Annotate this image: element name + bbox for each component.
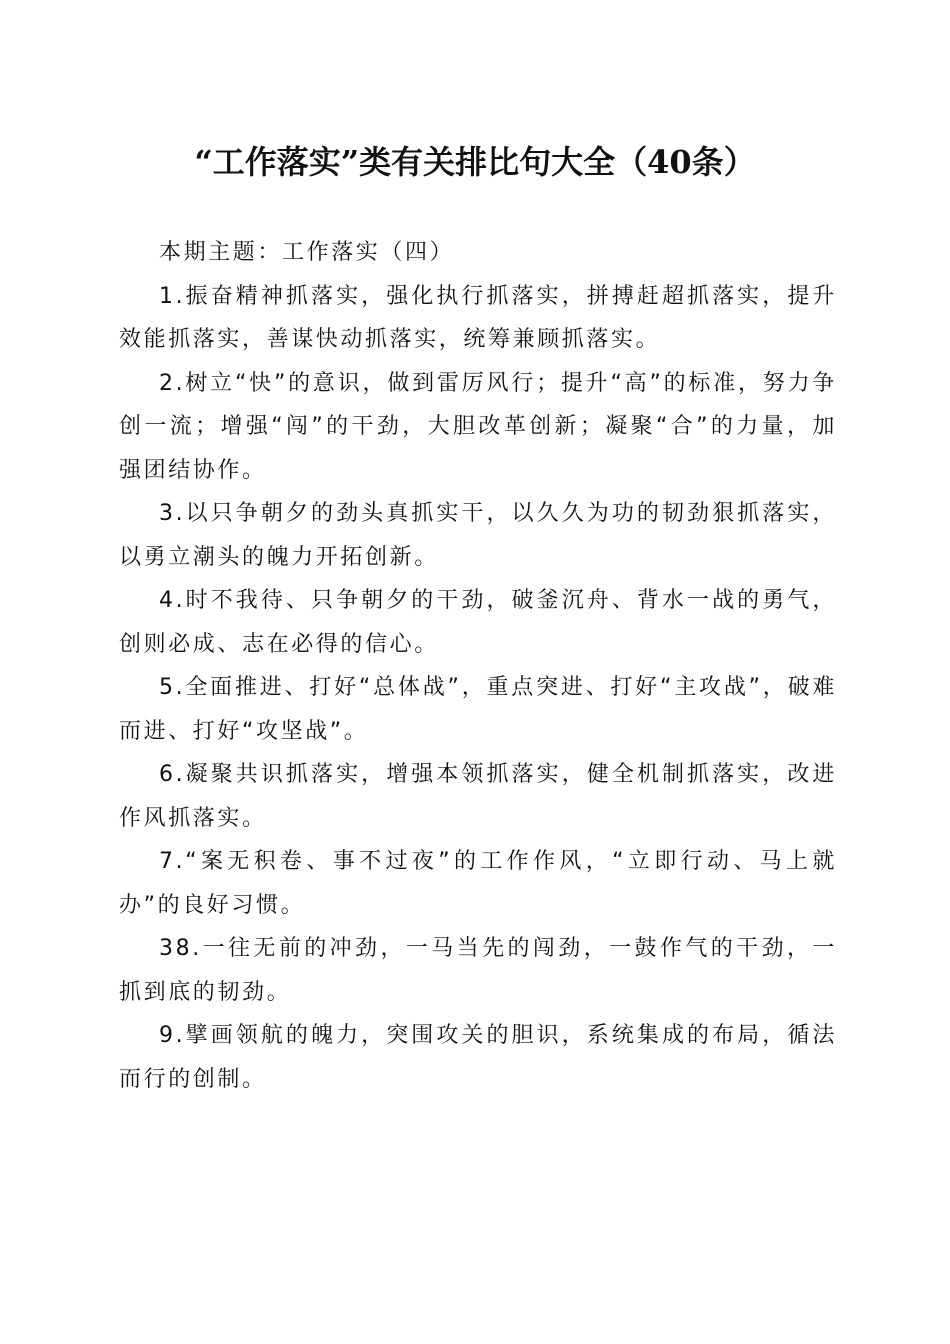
paragraph-3: 3.以只争朝夕的劲头真抓实干，以久久为功的韧劲狠抓落实，以勇立潮头的魄力开拓创新。: [119, 501, 837, 570]
paragraph-2: 2.树立“快”的意识，做到雷厉风行；提升“高”的标准，努力争创一流；增强“闯”的干劲，大胆改革创新；凝聚“合”的力量，加强团结协作。: [119, 370, 837, 483]
paragraph-4: 4.时不我待、只争朝夕的干劲，破釜沉舟、背水一战的勇气，创则必成、志在必得的信心。: [119, 588, 837, 657]
paragraph-7: 7.“案无积卷、事不过夜”的工作作风，“立即行动、马上就办”的良好习惯。: [119, 849, 837, 918]
paragraph-6: 6.凝聚共识抓落实，增强本领抓落实，健全机制抓落实，改进作风抓落实。: [119, 762, 837, 831]
document-title: “工作落实”类有关排比句大全（40条）: [194, 143, 756, 181]
paragraph-8: 38.一往无前的冲劲，一马当先的闯劲，一鼓作气的干劲，一抓到底的韧劲。: [119, 936, 837, 1005]
subtitle-paragraph: 本期主题：工作落实（四）: [159, 240, 455, 265]
paragraph-9: 9.擘画领航的魄力，突围攻关的胆识，系统集成的布局，循法而行的创制。: [119, 1023, 837, 1092]
paragraph-5: 5.全面推进、打好“总体战”，重点突进、打好“主攻战”，破难而进、打好“攻坚战”。: [119, 675, 837, 744]
paragraph-1: 1.振奋精神抓落实，强化执行抓落实，拼搏赶超抓落实，提升效能抓落实，善谋快动抓落实，统筹兼顾抓落实。: [119, 283, 837, 352]
document-body: [119, 231, 837, 1101]
